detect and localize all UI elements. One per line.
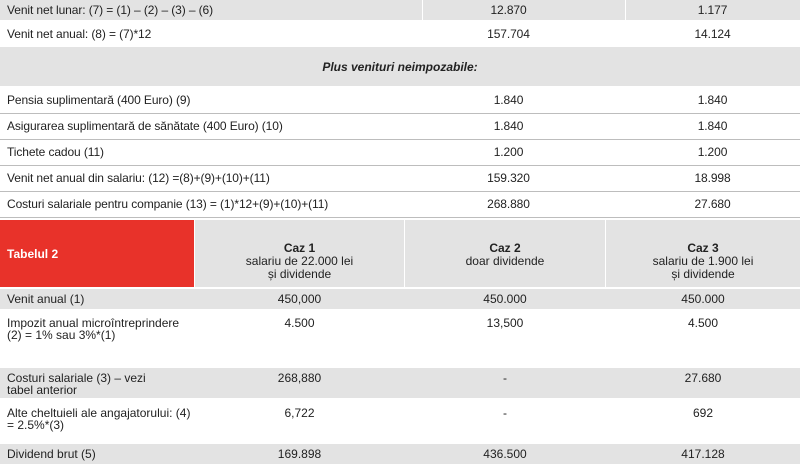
row-value-2: 18.998	[694, 171, 731, 185]
case-2-header	[405, 220, 605, 287]
row-divider	[0, 191, 800, 192]
row-label: Alte cheltuieli ale angajatorului: (4) = 2.5%*(3)	[7, 406, 191, 432]
case-2-title: Caz 2	[489, 241, 521, 255]
case-1-header	[195, 220, 404, 287]
case-3-sub1: salariu de 1.900 lei	[652, 254, 754, 268]
row-divider	[0, 139, 800, 140]
section-label: Plus venituri neimpozabile:	[322, 59, 478, 74]
case-1-value: 169.898	[277, 447, 322, 461]
row-value-2: 27.680	[694, 197, 731, 211]
case-1-sub1: salariu de 22.000 lei	[245, 254, 354, 268]
row-divider	[0, 217, 800, 218]
row-value-1: 268.880	[487, 197, 530, 211]
table-row	[0, 165, 800, 191]
case-3-title: Caz 3	[687, 241, 719, 255]
table-row	[0, 289, 800, 309]
column-divider	[625, 0, 626, 47]
case-1-value: 268,880	[277, 371, 322, 385]
table2-header	[0, 220, 800, 287]
row-label: Tichete cadou (11)	[7, 145, 104, 159]
row-value-2: 1.200	[697, 145, 728, 159]
row-value-2: 1.840	[697, 92, 728, 107]
table-row	[0, 20, 800, 47]
case-2-value: 450.000	[483, 292, 527, 306]
row-divider	[0, 165, 800, 166]
table-row	[0, 313, 800, 366]
case-3-value: 417.128	[681, 447, 725, 461]
row-label: Impozit anual microîntreprindere (2) = 1% sau 3%*(1)	[7, 316, 180, 342]
row-label: Dividend brut (5)	[7, 447, 96, 461]
row-label: Pensia suplimentară (400 Euro) (9)	[7, 92, 191, 107]
table-row	[0, 0, 800, 20]
section-row	[0, 47, 800, 86]
table-row	[0, 444, 800, 464]
case-3-value: 27.680	[684, 371, 722, 385]
row-value-1: 157.704	[487, 26, 530, 41]
row-label: Costuri salariale pentru companie (13) = (1)*12+(9)+(10)+(11)	[7, 197, 329, 211]
row-label: Asigurarea suplimentară de sănătate (400 Euro) (10)	[7, 119, 283, 133]
table-row	[0, 86, 800, 113]
row-value-1: 12.870	[490, 3, 527, 17]
case-2-value: 13,500	[486, 316, 524, 330]
row-value-1: 1.840	[493, 119, 524, 133]
case-1-title: Caz 1	[283, 241, 316, 255]
case-3-value: 450.000	[681, 292, 725, 306]
case-1-value: 450,000	[277, 292, 322, 306]
case-3-header	[606, 220, 800, 287]
row-value-2: 1.840	[697, 119, 728, 133]
table-row	[0, 113, 800, 139]
row-label: Venit net anual: (8) = (7)*12	[7, 26, 152, 41]
case-2-value: -	[503, 406, 507, 420]
table-row	[0, 403, 800, 441]
row-value-1: 159.320	[487, 171, 530, 185]
case-1-value: 6,722	[284, 406, 315, 420]
case-3-value: 4.500	[687, 316, 719, 330]
row-label: Costuri salariale (3) – vezi tabel anterior	[7, 371, 146, 397]
table-row	[0, 139, 800, 165]
case-2-value: 436.500	[483, 447, 527, 461]
case-1-value: 4.500	[284, 316, 315, 330]
table-row	[0, 191, 800, 217]
row-value-2: 14.124	[694, 26, 731, 41]
row-divider	[0, 113, 800, 114]
row-value-1: 1.840	[493, 92, 524, 107]
table-row	[0, 368, 800, 398]
row-value-1: 1.200	[493, 145, 524, 159]
table2-title: Tabelul 2	[0, 220, 194, 287]
row-label: Venit net anual din salariu: (12) =(8)+(9)+(10)+(11)	[7, 171, 270, 185]
case-2-value: -	[503, 371, 507, 385]
column-divider	[422, 0, 423, 47]
row-label: Venit anual (1)	[7, 292, 85, 306]
row-label: Venit net lunar: (7) = (1) – (2) – (3) – (6)	[7, 3, 214, 17]
case-2-sub1: doar dividende	[465, 254, 545, 268]
case-1-sub2: și dividende	[267, 267, 332, 281]
case-3-sub2: și dividende	[671, 267, 735, 281]
case-3-value: 692	[692, 406, 714, 420]
row-value-2: 1.177	[697, 3, 728, 17]
